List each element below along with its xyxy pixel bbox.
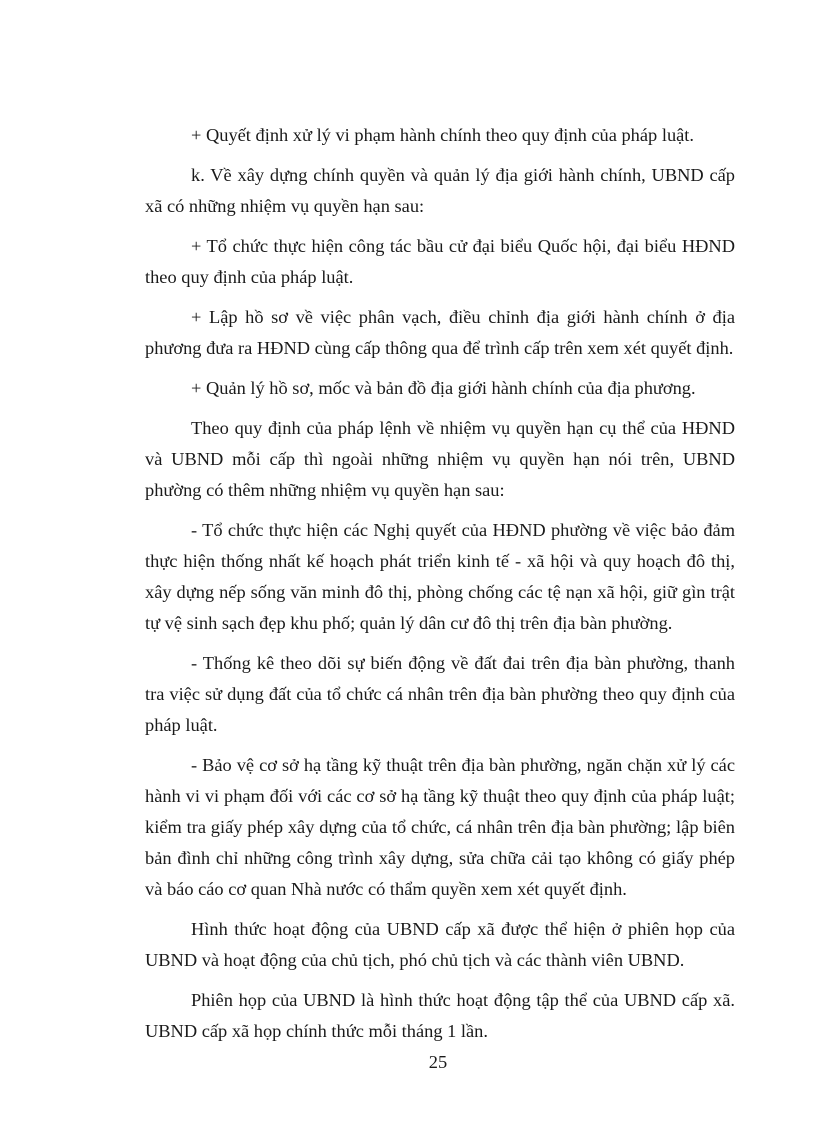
paragraph-meetings: Phiên họp của UBND là hình thức hoạt động tập thể của UBND cấp xã. UBND cấp xã họp chính thức mỗi tháng 1 lần. <box>145 990 735 1041</box>
paragraph-boundary-maps: + Quản lý hồ sơ, mốc và bản đồ địa giới hành chính của địa phương. <box>191 378 696 398</box>
paragraph-ward-resolutions: - Tổ chức thực hiện các Nghị quyết của HĐND phường về việc bảo đảm thực hiện thống nhất kế hoạch phát triển kinh tế - xã hội và quy hoạch đô thị, xây dựng nếp sống văn minh đô thị, phòng chống các tệ nạn xã hội, giữ gìn trật tự vệ sinh sạch đẹp khu phố; quản lý dân cư đô thị trên địa bàn phường. <box>145 520 735 633</box>
paragraph-land-statistics: - Thống kê theo dõi sự biến động về đất đai trên địa bàn phường, thanh tra việc sử dụng đất của tổ chức cá nhân trên địa bàn phường theo quy định của pháp luật. <box>145 653 735 735</box>
paragraph-infrastructure: - Bảo vệ cơ sở hạ tầng kỹ thuật trên địa bàn phường, ngăn chặn xử lý các hành vi vi phạm đối với các cơ sở hạ tầng kỹ thuật theo quy định của pháp luật; kiểm tra giấy phép xây dựng của tổ chức, cá nhân trên địa bàn phường; lập biên bản đình chỉ những công trình xây dựng, sửa chữa cải tạo không có giấy phép và báo cáo cơ quan Nhà nước có thẩm quyền xem xét quyết định. <box>145 755 735 899</box>
paragraph-section-k: k. Về xây dựng chính quyền và quản lý địa giới hành chính, UBND cấp xã có những nhiệm vụ quyền hạn sau: <box>145 165 735 216</box>
paragraph-activity-forms: Hình thức hoạt động của UBND cấp xã được thể hiện ở phiên họp của UBND và hoạt động của chủ tịch, phó chủ tịch và các thành viên UBND. <box>145 919 735 970</box>
paragraph-boundary-dossier: + Lập hồ sơ về việc phân vạch, điều chỉnh địa giới hành chính ở địa phương đưa ra HĐND cùng cấp thông qua để trình cấp trên xem xét quyết định. <box>145 307 735 358</box>
paragraph-elections: + Tổ chức thực hiện công tác bầu cử đại biểu Quốc hội, đại biểu HĐND theo quy định của pháp luật. <box>145 236 735 287</box>
document-body <box>145 120 735 1056</box>
paragraph-admin-violation: + Quyết định xử lý vi phạm hành chính theo quy định của pháp luật. <box>191 125 695 145</box>
paragraph-ward-duties-intro: Theo quy định của pháp lệnh về nhiệm vụ quyền hạn cụ thể của HĐND và UBND mỗi cấp thì ngoài những nhiệm vụ quyền hạn nói trên, UBND phường có thêm những nhiệm vụ quyền hạn sau: <box>145 418 735 500</box>
page-number: 25 <box>428 1052 448 1072</box>
